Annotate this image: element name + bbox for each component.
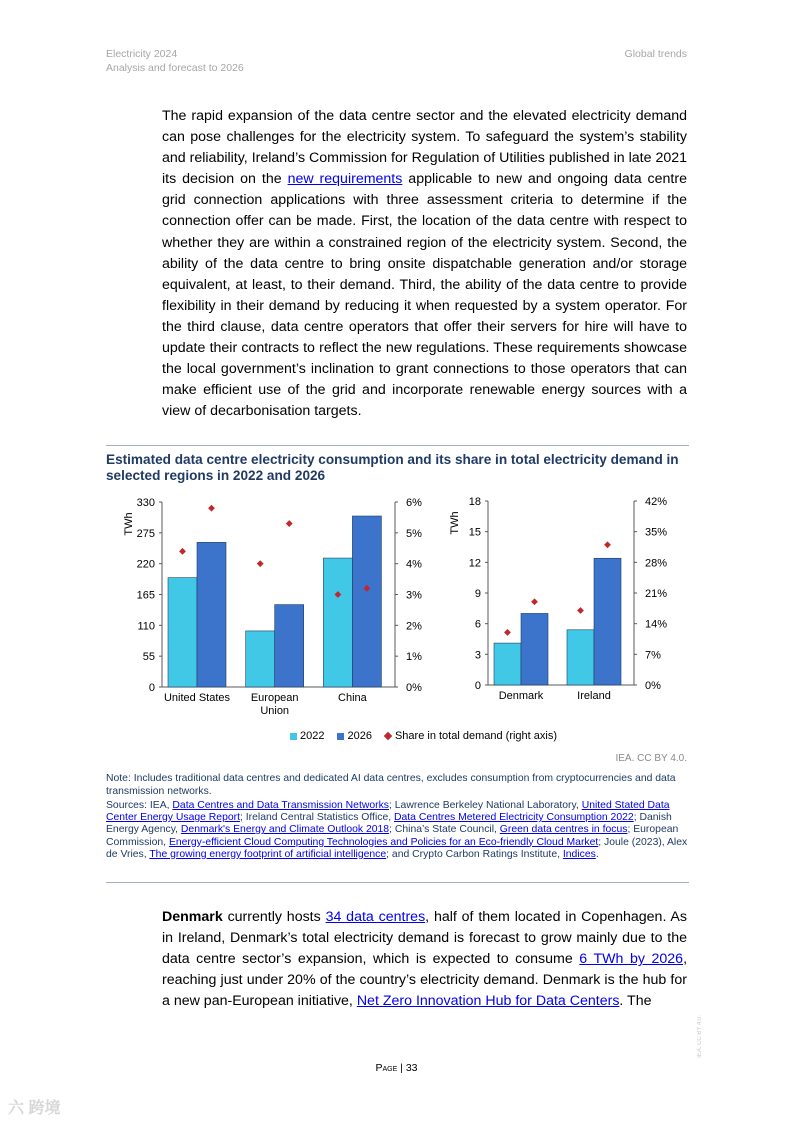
p2-bar-2022 [494, 643, 521, 685]
p1-share-point-2022 [257, 560, 264, 567]
p1-y-tick-label: 55 [142, 651, 155, 664]
p1-bar-2022 [168, 578, 197, 687]
p2-bar-2026 [521, 613, 548, 685]
p2-y-tick-label: 0 [474, 680, 481, 692]
p2-bar-2022 [567, 630, 594, 685]
p2-y-tick-label: 18 [468, 496, 481, 508]
data-centres-link[interactable]: 34 data centres [325, 909, 426, 925]
p1-x-tick-label: China [338, 692, 367, 704]
chart-legend [290, 730, 570, 742]
p1-y2-tick-label: 0% [406, 682, 422, 694]
p2-y2-tick-label: 21% [645, 588, 668, 600]
p1-bar-2022 [246, 631, 275, 687]
p1-y-axis-title: TWh [123, 512, 135, 536]
p1-y2-tick-label: 1% [406, 651, 422, 664]
p2-y2-tick-label: 28% [645, 557, 668, 570]
p1-y2-tick-label: 3% [406, 589, 422, 602]
p1-bar-2026 [197, 542, 226, 687]
page-label: Page [375, 1062, 398, 1074]
denmark-bold: Denmark [162, 909, 223, 925]
p1-x-tick-label: United States [163, 692, 231, 704]
figure-title: Estimated data centre electricity consumption and its share in total electricity demand in selected regions in 2022 and 2026 [106, 452, 679, 483]
source-link-cso[interactable]: Data Centres Metered Electricity Consumption 2022 [394, 812, 634, 824]
paragraph-denmark: Denmark currently hosts 34 data centres, half of them located in Copenhagen. As in Ireland, Denmark’s total electricity demand is forecast to grow mainly due to the data centre sector’s expansion, which is expected to consume 6 TWh by 2026, reaching just under 20% of the country’s electricity demand. Denmark is the hub for a new pan-European initiative, Net Zero Innovation Hub for Data Centers. The [162, 909, 688, 1010]
source-link-dea[interactable]: Denmark's Energy and Climate Outlook 2018 [180, 824, 390, 836]
p2-y-axis-title: TWh [449, 511, 461, 535]
p2-y-tick-label: 9 [474, 588, 481, 600]
p1-x-tick-label: Union [260, 705, 290, 717]
source-link-china[interactable]: Green data centres in focus [499, 824, 628, 836]
figure-credit: IEA. CC BY 4.0. [615, 753, 687, 764]
report-subtitle: Analysis and forecast to 2026 [106, 62, 244, 74]
p2-share-point-2026 [604, 541, 611, 548]
p2-y2-tick-label: 35% [645, 526, 668, 539]
legend-diamond-icon [384, 732, 392, 740]
p1-y-tick-label: 165 [136, 589, 155, 602]
p1-share-point-2026 [286, 520, 293, 527]
p1-y-tick-label: 110 [137, 620, 155, 633]
figure-sources: Sources: IEA, Data Centres and Data Transmission Networks; Lawrence Berkeley National Laboratory, United Stated Data Center Energy Usage Report; Ireland Central Statistics Office, Data Centres Metered Electricity Consumption 2022; Danish Energy Agency, Denmark's Energy and Climate Outlook 2018; China’s State Council, Green data centres in focus; European Commission, Energy-efficient Cloud Computing Technologies and Policies for an Eco-friendly Cloud Market; Joule (2023), Alex de Vries, The growing energy footprint of artificial intelligence; and Crypto Carbon Ratings Institute, Indices. [106, 800, 688, 860]
p2-share-point-2022 [504, 629, 511, 636]
source-link-joule[interactable]: The growing energy footprint of artificial intelligence [149, 848, 387, 860]
p2-x-tick-label: Ireland [577, 690, 611, 702]
legend-swatch-2026 [337, 733, 344, 740]
p1-y-tick-label: 330 [136, 497, 155, 509]
legend-item-share: Share in total demand (right axis) [385, 730, 557, 742]
p2-share-point-2022 [577, 607, 584, 614]
p2-y-tick-label: 12 [468, 557, 481, 570]
p2-y2-tick-label: 7% [645, 649, 661, 662]
p1-y-tick-label: 0 [148, 682, 155, 694]
p1-x-tick-label: European [250, 692, 299, 704]
source-link-indices[interactable]: Indices [562, 848, 596, 860]
p1-y2-tick-label: 5% [406, 527, 422, 540]
p1-y-tick-label: 220 [136, 558, 155, 571]
p1-y2-tick-label: 4% [406, 558, 422, 571]
chart-area [106, 446, 689, 726]
p2-y-tick-label: 15 [468, 526, 481, 539]
net-zero-hub-link[interactable]: Net Zero Innovation Hub for Data Centers [356, 993, 620, 1010]
p1-bar-2022 [323, 558, 352, 687]
p2-share-point-2026 [531, 598, 538, 605]
page-number: 33 [405, 1062, 418, 1074]
legend-item-2022: 2022 [290, 730, 324, 742]
p1-share-point-2022 [179, 548, 186, 555]
p1-bar-2026 [352, 516, 381, 687]
p2-y2-tick-label: 42% [645, 496, 668, 508]
p2-y2-tick-label: 0% [645, 680, 661, 692]
paragraph-ireland: The rapid expansion of the data centre sector and the elevated electricity demand can pose challenges for the electricity system. To safeguard the system’s stability and reliability, Ireland’s Commission for Regulation of Utilities published in late 2021 its decision on the new requirements applicable to new and ongoing data centre grid connection applications with three assessment criteria to determine if the connection offer can be made. First, the location of the data centre with respect to whether they are within a constrained region of the electricity system. Second, the ability of the data centre to bring onsite dispatchable generation and/or storage equivalent, at least, to their demand. Third, the ability of the data centre to provide flexibility in their demand by reducing it when requested by a system operator. For the third clause, data centre operators that offer their servers for hire will have to update their contracts to reflect the new regulations. These requirements showcase the local government’s inclination to grant connections to those operators that can make efficient use of the grid and incorporate renewable energy sources with a view of decarbonisation targets. [162, 108, 687, 420]
p1-share-point-2026 [208, 505, 215, 512]
p1-y2-tick-label: 2% [406, 620, 422, 633]
legend-item-2026: 2026 [337, 730, 371, 742]
source-link-ec[interactable]: Energy-efficient Cloud Computing Technologies and Policies for an Eco-friendly Cloud Market [168, 836, 599, 848]
p2-y2-tick-label: 14% [645, 618, 668, 631]
watermark-logo: 六 跨境 [8, 1100, 61, 1117]
report-header [106, 47, 244, 75]
p1-y-tick-label: 275 [136, 527, 155, 540]
p2-x-tick-label: Denmark [498, 690, 544, 702]
p2-y-tick-label: 6 [474, 618, 481, 631]
figure-note: Note: Includes traditional data centres and dedicated AI data centres, excludes consumption from cryptocurrencies and data transmission networks. [106, 773, 676, 797]
side-license-mark: IEA. CC BY 4.0. [697, 1015, 703, 1058]
figure-box [106, 445, 689, 883]
p1-bar-2026 [275, 605, 304, 687]
p1-y2-tick-label: 6% [406, 497, 422, 509]
section-label: Global trends [624, 48, 687, 60]
new-requirements-link[interactable]: new requirements [287, 171, 403, 188]
source-link-lbnl[interactable]: United Stated Data Center Energy Usage Report [106, 800, 670, 824]
p2-y-tick-label: 3 [474, 649, 481, 662]
page-footer: Page | 33 [375, 1062, 418, 1074]
twh-2026-link[interactable]: 6 TWh by 2026 [579, 951, 684, 968]
legend-swatch-2022 [290, 733, 297, 740]
source-link-iea[interactable]: Data Centres and Data Transmission Networks [172, 800, 389, 811]
report-title: Electricity 2024 [106, 48, 178, 60]
p2-bar-2026 [594, 558, 621, 685]
